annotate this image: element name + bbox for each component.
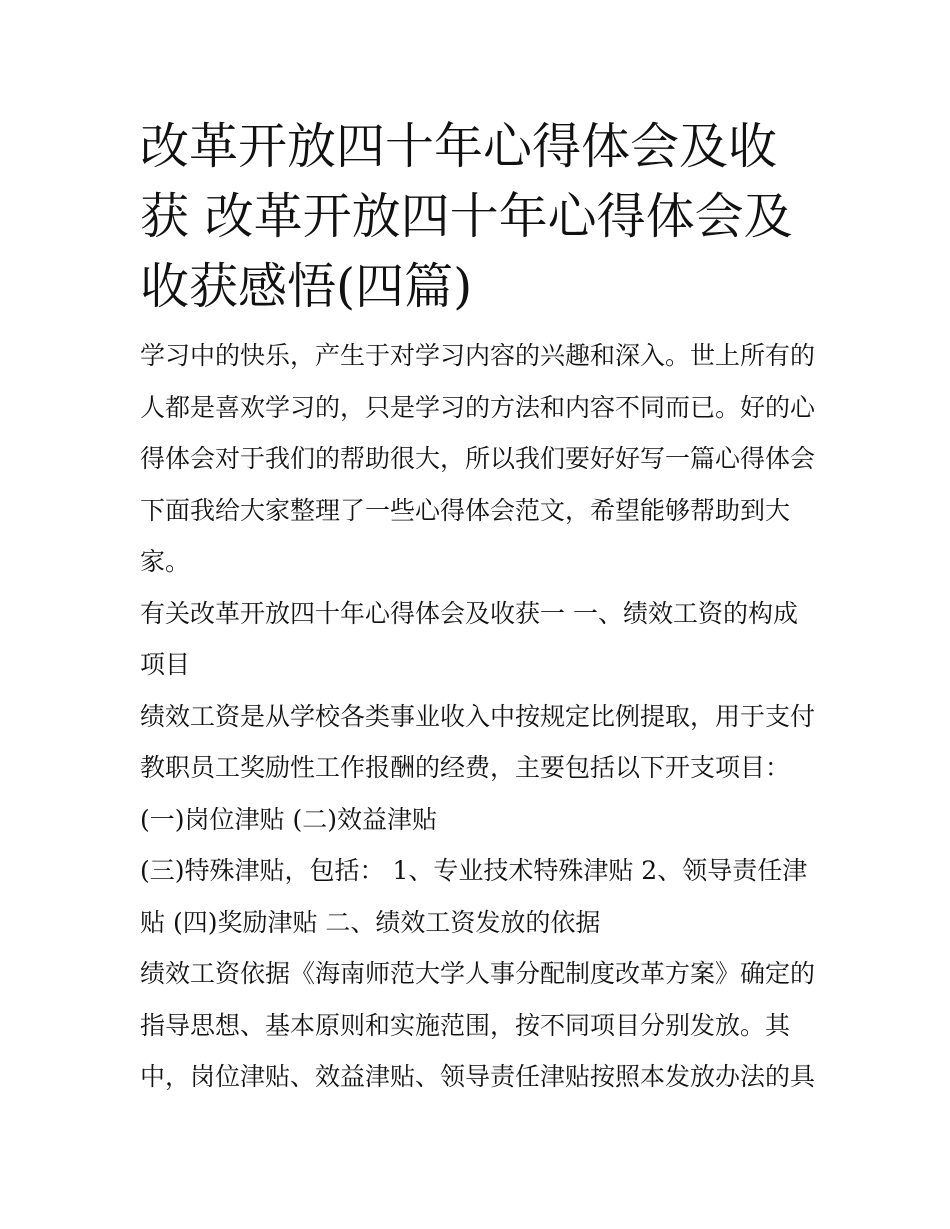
paragraph-items-2: (三)特殊津贴，包括： 1、专业技术特殊津贴 2、领导责任津贴 (四)奖励津贴 二、绩效工资发放的依据: [140, 856, 808, 937]
document-title: 改革开放四十年心得体会及收获 改革开放四十年心得体会及收获感悟(四篇): [140, 118, 793, 315]
paragraph-basis: 绩效工资依据《海南师范大学人事分配制度改革方案》确定的指导思想、基本原则和实施范围，按不同项目分别发放。其中，岗位津贴、效益津贴、领导责任津贴按照本发放办法的具: [140, 959, 816, 1091]
document-body: [140, 330, 820, 1103]
paragraph-definition: 绩效工资是从学校各类事业收入中按规定比例提取，用于支付教职员工奖励性工作报酬的经费，主要包括以下开支项目：: [140, 701, 816, 782]
document-page: [140, 112, 820, 1103]
paragraph-section-heading: 有关改革开放四十年心得体会及收获一 一、绩效工资的构成项目: [140, 598, 798, 679]
paragraph-items-1: (一)岗位津贴 (二)效益津贴: [140, 804, 437, 834]
paragraph-intro: 学习中的快乐，产生于对学习内容的兴趣和深入。世上所有的人都是喜欢学习的，只是学习的方法和内容不同而已。好的心得体会对于我们的帮助很大，所以我们要好好写一篇心得体会下面我给大家整理了一些心得体会范文，希望能够帮助到大家。: [140, 341, 816, 576]
